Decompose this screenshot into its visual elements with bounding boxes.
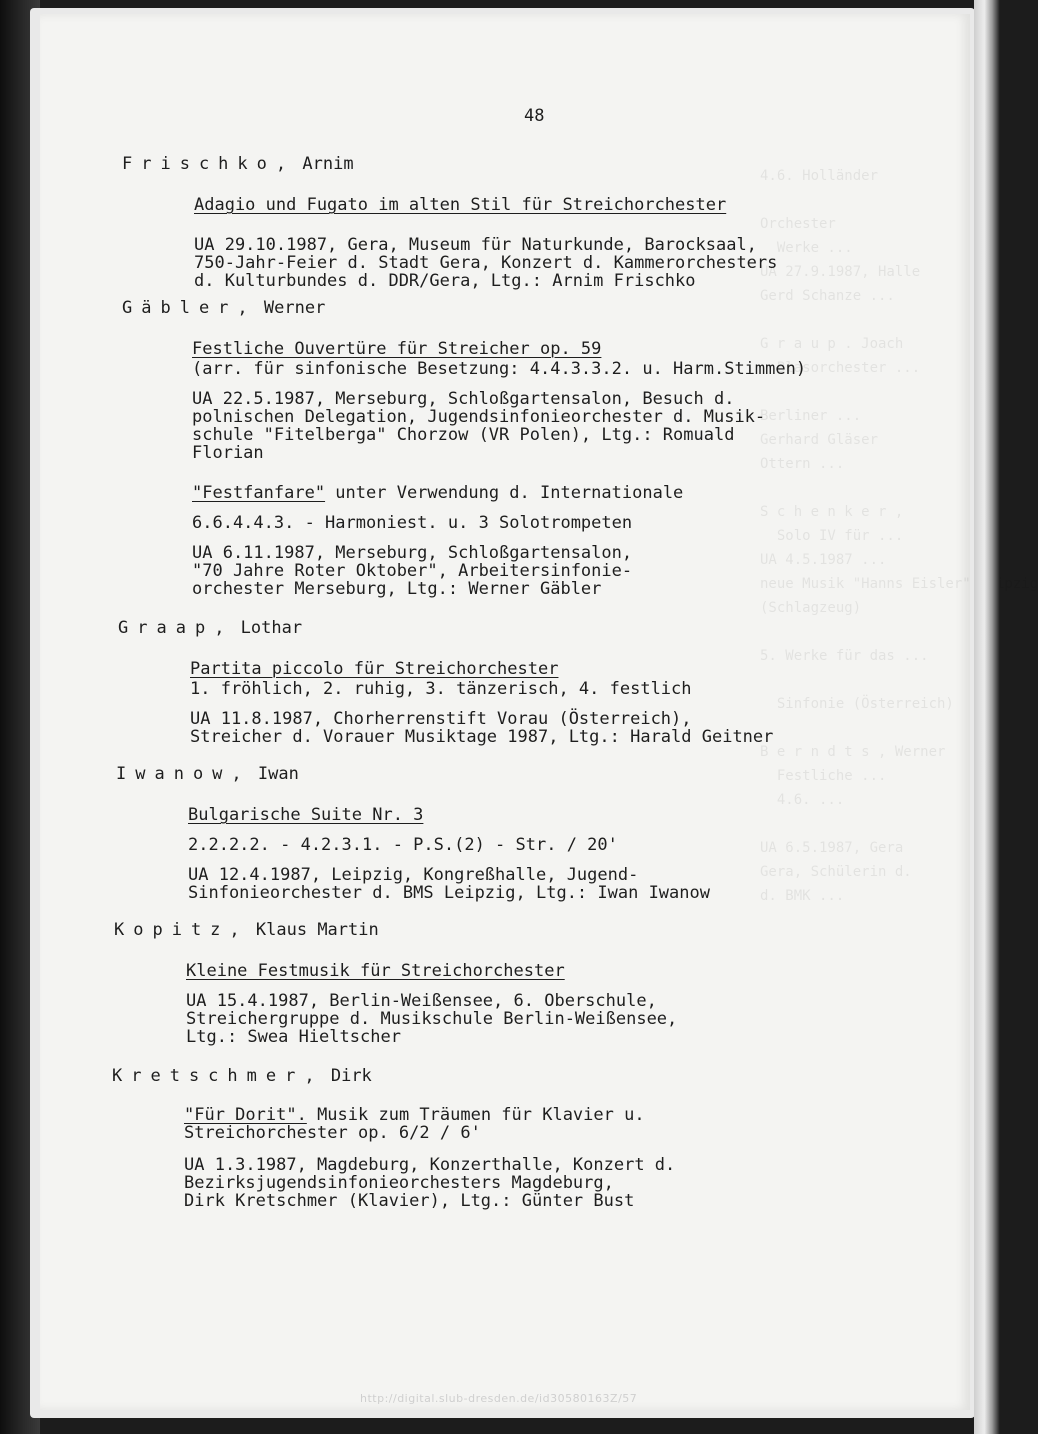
performance-line: Streichergruppe d. Musikschule Berlin-Weißensee, [186,1009,678,1029]
composer-heading [118,618,302,638]
composer-last-name: Gäbler [122,298,238,318]
performance-line: polnischen Delegation, Jugendsinfonieorchester d. Musik- [192,407,766,427]
work-detail-line: 2.2.2.2. - 4.2.3.1. - P.S.(2) - Str. / 20' [188,835,618,855]
performance-line: Florian [192,443,264,463]
work-detail-line: 1. fröhlich, 2. ruhig, 3. tänzerisch, 4. festlich [190,679,692,699]
page-number: 48 [524,106,545,126]
work-title [190,660,558,678]
performance-line: schule "Fitelberga" Chorzow (VR Polen), Ltg.: Romuald [192,425,735,445]
work-details [190,680,692,698]
performance-info [192,544,632,598]
show-through-text: 4.6. Holländer Orchester Werke ... UA 27.9.1987, Halle Gerd Schanze ... G r a u p . Joach Blasorchester ... Berliner ... Gerhard Gläser Ottern ... S c h e n k e r , Solo IV für ... UA 4.5.1987 ... neue Musik "Hanns Eisler" Leipzig (Schlagzeug) 5. Werke für das ... Sinfonie (Österreich) B e r n d t s , Werner Festliche ... 4.6. ... UA 6.5.1987, Gera Gera, Schülerin d. d. BMK ... [760,168,1038,904]
performance-line: Streicher d. Vorauer Musiktage 1987, Ltg.: Harald Geitner [190,727,774,747]
performance-line: d. Kulturbundes d. DDR/Gera, Ltg.: Arnim Frischko [194,271,696,291]
performance-line: Sinfonieorchester d. BMS Leipzig, Ltg.: Iwan Iwanow [188,883,710,903]
composer-heading [112,1066,372,1086]
performance-line: orchester Merseburg, Ltg.: Werner Gäbler [192,579,602,599]
performance-info [188,866,710,902]
performance-line: "70 Jahre Roter Oktober", Arbeitersinfonie- [192,561,633,581]
work-details [192,360,806,378]
performance-line: 750-Jahr-Feier d. Stadt Gera, Konzert d. Kammerorchesters [194,253,778,273]
performance-line: UA 29.10.1987, Gera, Museum für Naturkunde, Barocksaal, [194,235,757,255]
binder-edge-right [974,0,1000,1434]
work-title-text: Adagio und Fugato im alten Stil für Streichorchester [194,195,727,215]
composer-last-name: Kretschmer [112,1066,305,1086]
composer-first-name: Lothar [240,618,303,638]
work-title-text: Kleine Festmusik für Streichorchester [186,961,565,981]
work-details [184,1124,481,1142]
work-details [188,836,618,854]
performance-line: UA 6.11.1987, Merseburg, Schloßgartensalon, [192,543,633,563]
composer-last-name: Graap [118,618,215,638]
composer-first-name: Dirk [330,1066,372,1086]
work-details [192,514,632,532]
performance-info [194,236,777,290]
work-title-rest: Musik zum Träumen für Klavier u. [306,1105,645,1125]
work-title-text: "Für Dorit". [184,1105,307,1125]
work-title [184,1106,645,1124]
composer-heading [114,920,379,940]
document-page [40,14,1038,1410]
work-title-text: Bulgarische Suite Nr. 3 [188,805,424,825]
composer-heading [122,154,354,174]
comma: , [214,618,235,638]
composer-first-name: Werner [263,298,326,318]
composer-first-name: Klaus Martin [255,920,379,940]
work-title [192,484,683,502]
performance-info [184,1156,675,1210]
composer-last-name: Iwanow [116,764,232,784]
composer-last-name: Kopitz [114,920,230,940]
work-title-text: "Festfanfare" [192,483,326,503]
work-title-text: Partita piccolo für Streichorchester [190,659,559,679]
performance-line: Ltg.: Swea Hieltscher [186,1027,401,1047]
performance-line: UA 1.3.1987, Magdeburg, Konzerthalle, Konzert d. [184,1155,676,1175]
composer-heading [116,764,299,784]
composer-first-name: Iwan [257,764,299,784]
composer-last-name: Frischko [122,154,276,174]
page-content [40,14,1038,1410]
performance-info [186,992,677,1046]
comma: , [275,154,297,174]
composer-first-name: Arnim [302,154,354,174]
work-title [192,340,601,358]
composer-heading [122,298,325,318]
work-title-text: Festliche Ouvertüre für Streicher op. 59 [192,339,602,359]
performance-line: UA 12.4.1987, Leipzig, Kongreßhalle, Jugend- [188,865,639,885]
source-url-watermark: http://digital.slub-dresden.de/id30580163Z/57 [360,1392,638,1405]
comma: , [231,764,252,784]
performance-line: Dirk Kretschmer (Klavier), Ltg.: Günter Bust [184,1191,635,1211]
performance-line: UA 15.4.1987, Berlin-Weißensee, 6. Oberschule, [186,991,657,1011]
comma: , [237,298,258,318]
work-detail-line: 6.6.4.4.3. - Harmoniest. u. 3 Solotrompeten [192,513,633,533]
work-title-rest: unter Verwendung d. Internationale [325,483,684,503]
work-title [194,196,726,214]
performance-info [190,710,773,746]
work-title [186,962,565,980]
performance-line: UA 11.8.1987, Chorherrenstift Vorau (Österreich), [190,709,692,729]
comma: , [304,1066,325,1086]
comma: , [229,920,250,940]
work-detail-line: (arr. für sinfonische Besetzung: 4.4.3.3.2. u. Harm.Stimmen) [192,359,807,379]
performance-line: Bezirksjugendsinfonieorchesters Magdeburg, [184,1173,614,1193]
performance-info [192,390,765,462]
work-detail-line: Streichorchester op. 6/2 / 6' [184,1123,481,1143]
work-title [188,806,423,824]
performance-line: UA 22.5.1987, Merseburg, Schloßgartensalon, Besuch d. [192,389,735,409]
